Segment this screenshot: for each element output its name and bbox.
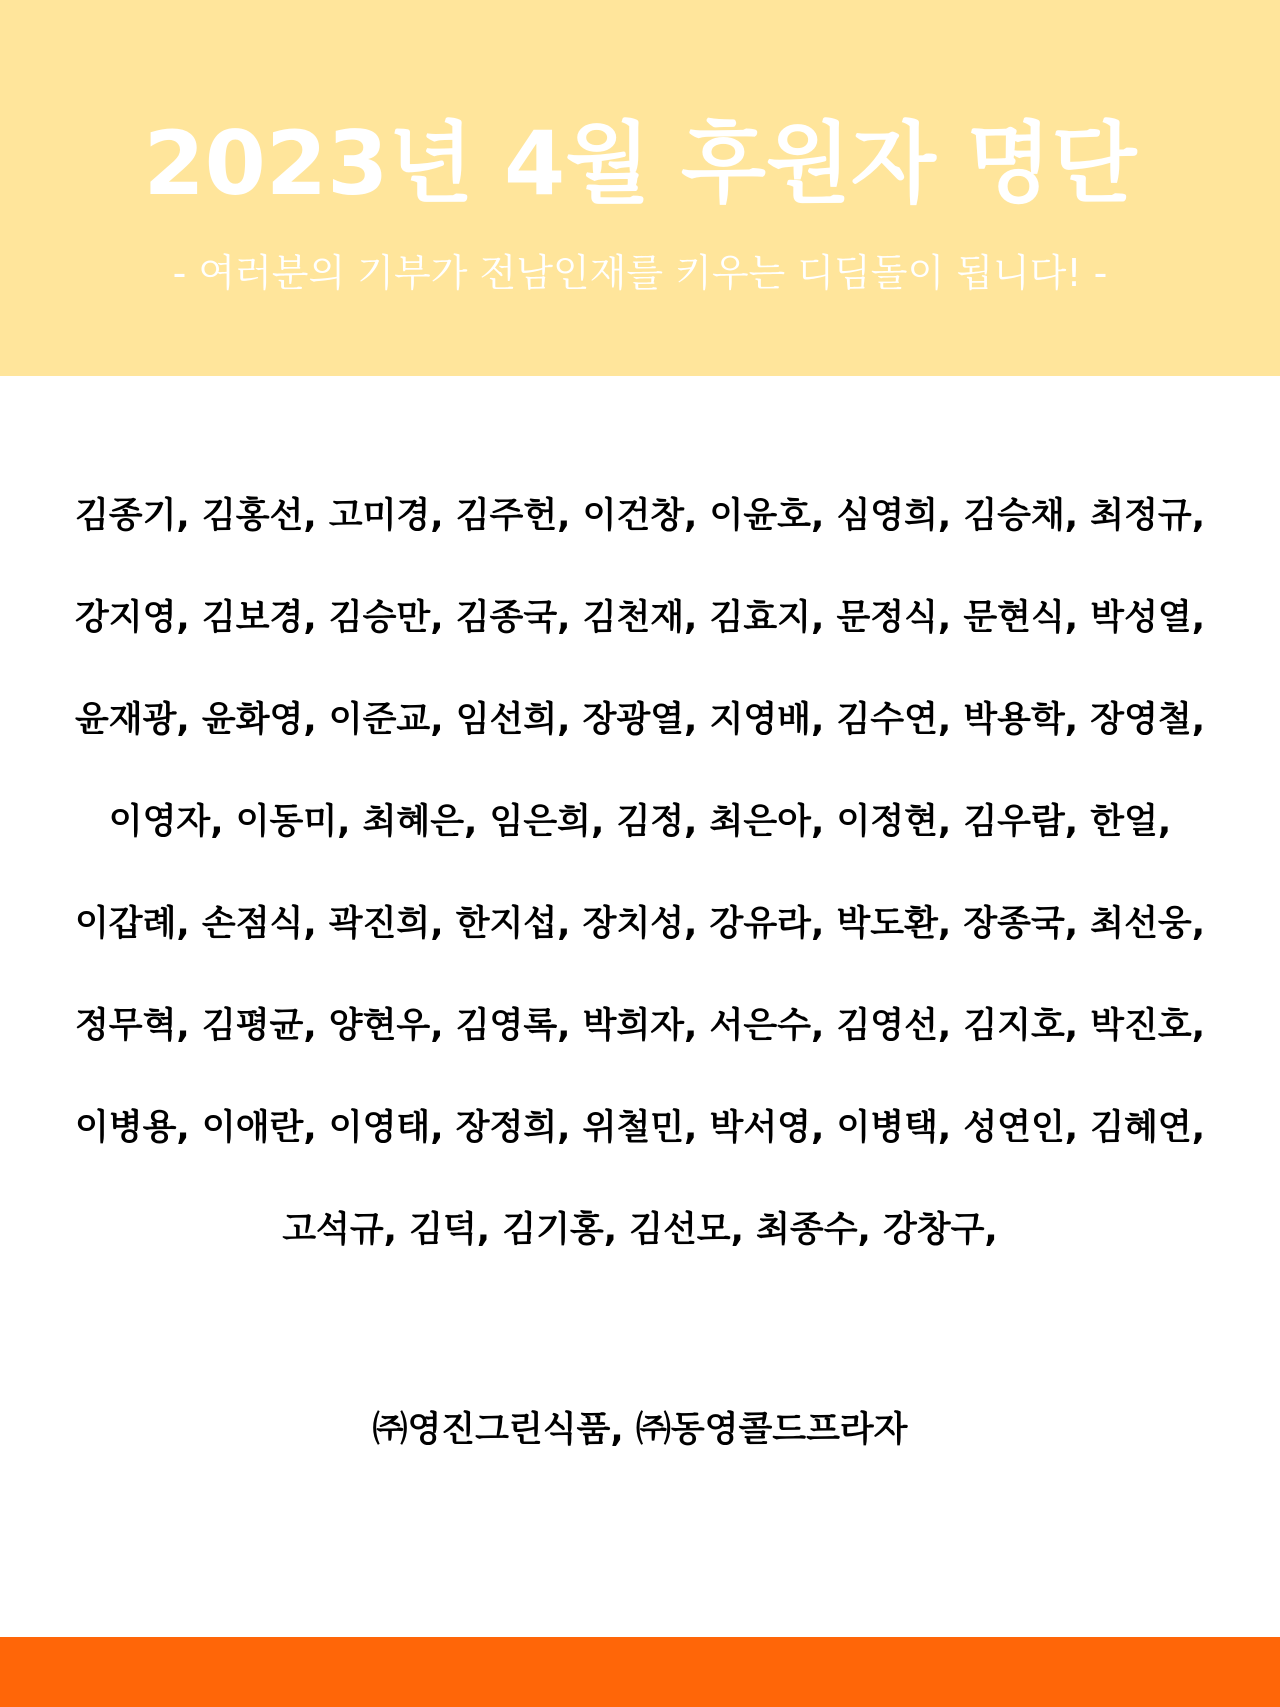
page-title: 2023년 4월 후원자 명단: [143, 112, 1137, 215]
footer-bar: [0, 1637, 1280, 1707]
donor-line: 김종기, 김홍선, 고미경, 김주헌, 이건창, 이윤호, 심영희, 김승채, 최정규,: [74, 496, 1206, 536]
donor-line: 고석규, 김덕, 김기홍, 김선모, 최종수, 강창구,: [282, 1210, 998, 1250]
donor-line: 이갑례, 손점식, 곽진희, 한지섭, 장치성, 강유라, 박도환, 장종국, 최선웅,: [74, 904, 1206, 944]
donor-line: 이병용, 이애란, 이영태, 장정희, 위철민, 박서영, 이병택, 성연인, 김혜연,: [74, 1108, 1206, 1148]
corporate-donors: ㈜영진그린식품, ㈜동영콜드프라자: [372, 1410, 908, 1450]
donor-line: 이영자, 이동미, 최혜은, 임은희, 김정, 최은아, 이정현, 김우람, 한얼,: [108, 802, 1172, 842]
donor-line: 윤재광, 윤화영, 이준교, 임선희, 장광열, 지영배, 김수연, 박용학, 장영철,: [74, 700, 1206, 740]
page-subtitle: - 여러분의 기부가 전남인재를 키우는 디딤돌이 됩니다! -: [172, 251, 1108, 295]
donor-line: 정무혁, 김평균, 양현우, 김영록, 박희자, 서은수, 김영선, 김지호, 박진호,: [74, 1006, 1206, 1046]
header-banner: [0, 0, 1280, 376]
donor-name-list: [0, 488, 1280, 1304]
donor-line: 강지영, 김보경, 김승만, 김종국, 김천재, 김효지, 문정식, 문현식, 박성열,: [74, 598, 1206, 638]
